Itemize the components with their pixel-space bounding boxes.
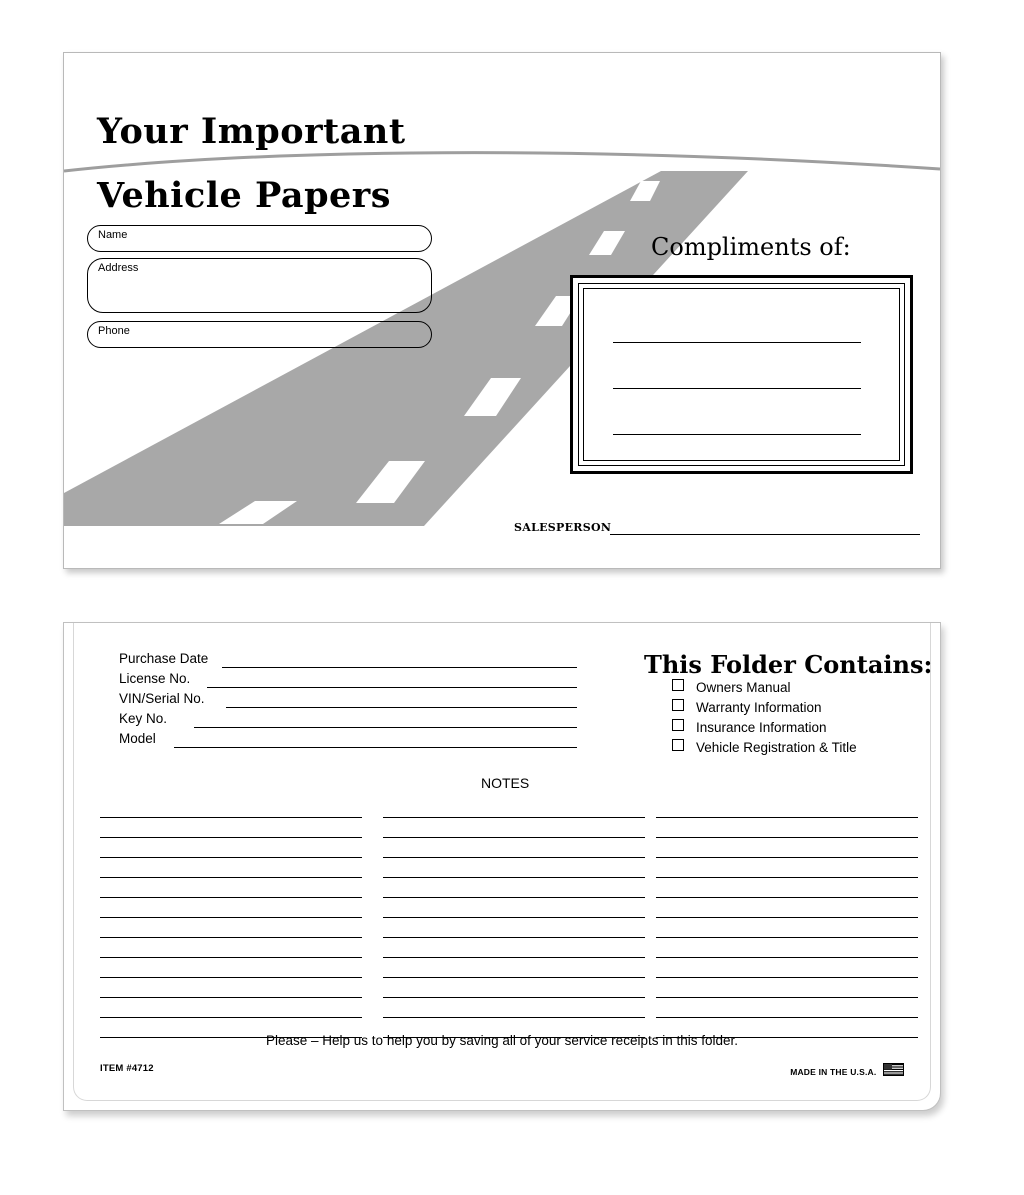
phone-field-label: Phone — [98, 325, 130, 337]
notes-column-2 — [383, 798, 645, 1038]
compliments-box-inner-border — [578, 283, 905, 466]
note-write-line[interactable] — [383, 978, 645, 998]
note-write-line[interactable] — [656, 838, 918, 858]
note-write-line[interactable] — [383, 918, 645, 938]
front-title-line-1: Your Important — [97, 111, 406, 152]
vin-serial-no-label: VIN/Serial No. — [119, 691, 205, 706]
folder-front-flap — [936, 58, 1001, 530]
key-no-line[interactable] — [194, 727, 577, 728]
note-write-line[interactable] — [100, 958, 362, 978]
note-write-line[interactable] — [100, 998, 362, 1018]
compliments-write-line-1[interactable] — [613, 342, 861, 343]
purchase-date-label: Purchase Date — [119, 651, 209, 666]
address-field[interactable] — [87, 258, 432, 313]
compliments-of-label: Compliments of: — [651, 233, 851, 261]
info-row — [119, 731, 589, 749]
info-row — [119, 711, 589, 729]
note-write-line[interactable] — [100, 938, 362, 958]
compliments-write-line-2[interactable] — [613, 388, 861, 389]
notes-column-1 — [100, 798, 362, 1038]
model-label: Model — [119, 731, 156, 746]
salesperson-write-line[interactable] — [610, 534, 920, 535]
vin-serial-no-line[interactable] — [226, 707, 577, 708]
contains-item-warranty-information[interactable] — [672, 699, 822, 715]
note-write-line[interactable] — [656, 938, 918, 958]
note-write-line[interactable] — [656, 918, 918, 938]
note-write-line[interactable] — [383, 938, 645, 958]
contains-item-label: Vehicle Registration & Title — [696, 740, 857, 755]
usa-flag-icon — [883, 1063, 904, 1076]
address-field-label: Address — [98, 262, 139, 274]
salesperson-row — [514, 519, 924, 539]
contains-item-insurance-information[interactable] — [672, 719, 827, 735]
folder-contains-title: This Folder Contains: — [644, 650, 933, 679]
note-write-line[interactable] — [383, 958, 645, 978]
item-number: ITEM #4712 — [100, 1063, 154, 1074]
purchase-date-line[interactable] — [222, 667, 577, 668]
folder-back-panel — [63, 622, 941, 1111]
note-write-line[interactable] — [656, 998, 918, 1018]
note-write-line[interactable] — [656, 978, 918, 998]
note-write-line[interactable] — [656, 958, 918, 978]
note-write-line[interactable] — [100, 858, 362, 878]
notes-column-3 — [656, 798, 918, 1038]
note-write-line[interactable] — [383, 998, 645, 1018]
compliments-write-line-3[interactable] — [613, 434, 861, 435]
note-write-line[interactable] — [100, 798, 362, 818]
note-write-line[interactable] — [100, 818, 362, 838]
contains-item-vehicle-registration-title[interactable] — [672, 739, 857, 755]
info-row — [119, 651, 589, 669]
model-line[interactable] — [174, 747, 577, 748]
footer-note: Please – Help us to help you by saving all of your service receipts in this folder. — [266, 1033, 738, 1048]
note-write-line[interactable] — [383, 818, 645, 838]
name-field[interactable] — [87, 225, 432, 252]
note-write-line[interactable] — [383, 838, 645, 858]
note-write-line[interactable] — [100, 838, 362, 858]
checkbox-icon[interactable] — [672, 719, 684, 731]
folder-front-panel — [63, 52, 941, 569]
note-write-line[interactable] — [383, 878, 645, 898]
checkbox-icon[interactable] — [672, 699, 684, 711]
info-row — [119, 691, 589, 709]
note-write-line[interactable] — [656, 858, 918, 878]
compliments-box-inner-border-2 — [583, 288, 900, 461]
note-write-line[interactable] — [100, 978, 362, 998]
license-no-label: License No. — [119, 671, 191, 686]
made-in-usa-label: MADE IN THE U.S.A. — [790, 1067, 877, 1077]
note-write-line[interactable] — [656, 798, 918, 818]
checkbox-icon[interactable] — [672, 679, 684, 691]
phone-field[interactable] — [87, 321, 432, 348]
note-write-line[interactable] — [383, 898, 645, 918]
front-title-line-2: Vehicle Papers — [97, 175, 391, 216]
note-write-line[interactable] — [383, 798, 645, 818]
compliments-dealer-box — [570, 275, 913, 474]
contains-item-label: Insurance Information — [696, 720, 827, 735]
info-row — [119, 671, 589, 689]
contains-item-label: Owners Manual — [696, 680, 791, 695]
license-no-line[interactable] — [207, 687, 577, 688]
contains-item-owners-manual[interactable] — [672, 679, 791, 695]
key-no-label: Key No. — [119, 711, 168, 726]
salesperson-label: SALESPERSON — [514, 521, 612, 534]
note-write-line[interactable] — [656, 818, 918, 838]
note-write-line[interactable] — [100, 898, 362, 918]
note-write-line[interactable] — [656, 898, 918, 918]
note-write-line[interactable] — [656, 878, 918, 898]
notes-label: NOTES — [481, 775, 530, 791]
note-write-line[interactable] — [100, 878, 362, 898]
note-write-line[interactable] — [383, 858, 645, 878]
made-in-usa — [790, 1063, 904, 1077]
contains-item-label: Warranty Information — [696, 700, 822, 715]
note-write-line[interactable] — [100, 918, 362, 938]
name-field-label: Name — [98, 229, 128, 241]
checkbox-icon[interactable] — [672, 739, 684, 751]
